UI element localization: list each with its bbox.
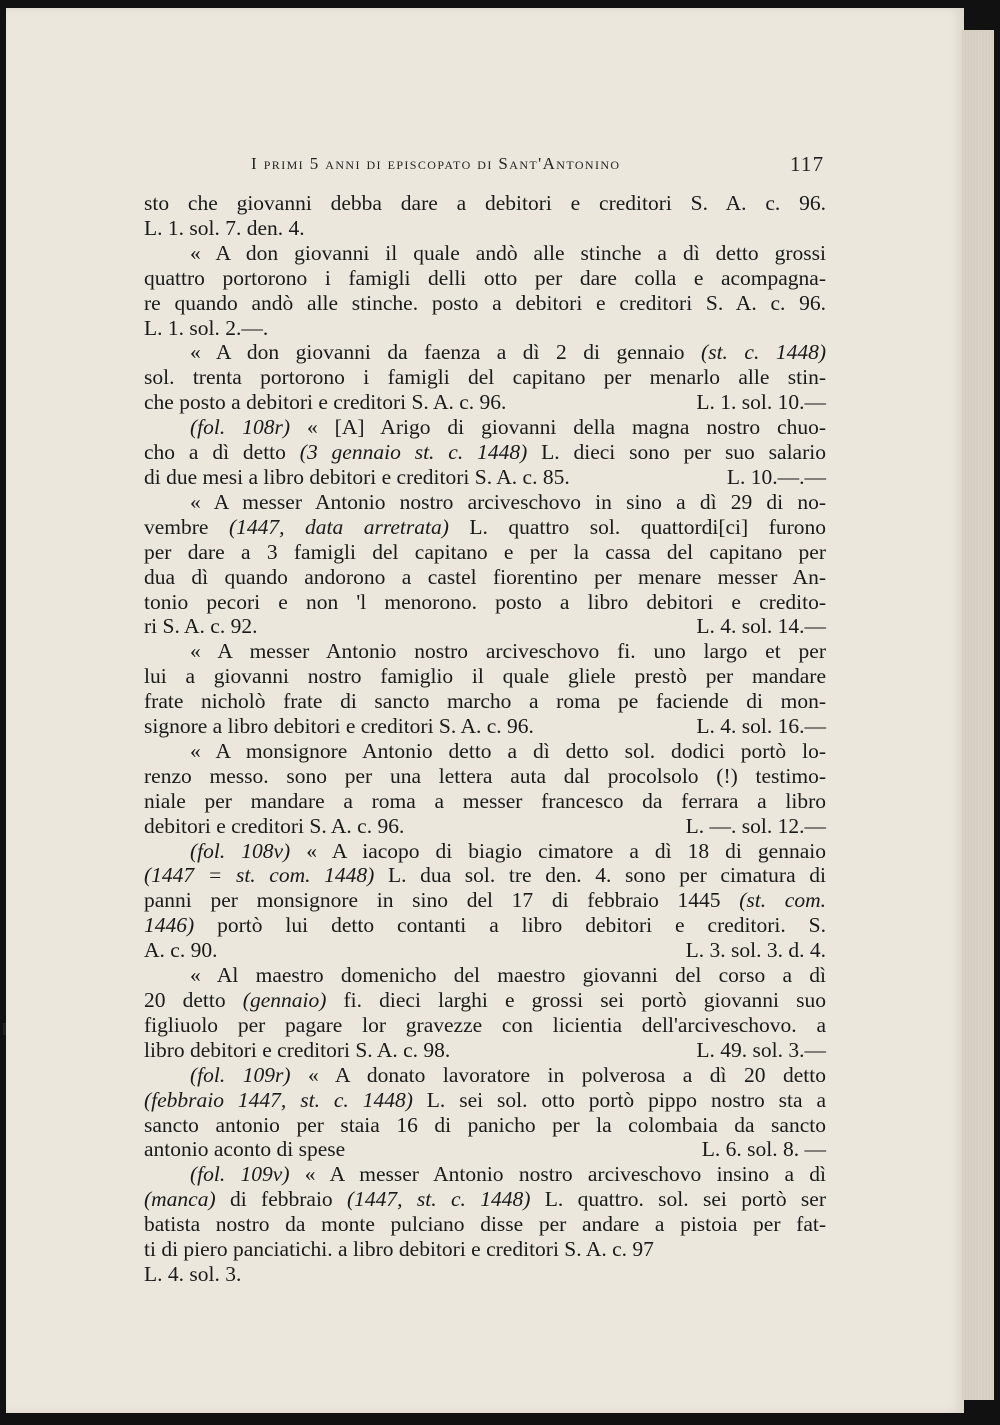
running-title: I primi 5 anni di episcopato di Sant'Antonino	[251, 154, 621, 173]
entry	[144, 241, 826, 341]
entry	[144, 963, 826, 1063]
amount: L. 3. sol. 3. d. 4.	[685, 938, 826, 963]
amount: L. 49. sol. 3.—	[696, 1037, 826, 1062]
text-line: (fol. 109v) « A messer Antonio nostro arciveschovo insino a dì	[190, 1162, 826, 1187]
folio-ref: (fol. 109v)	[190, 1162, 290, 1187]
text-line: che posto a debitori e creditori S. A. c. 96. L. 1. sol. 10.—	[144, 390, 826, 415]
date-note: 1446)	[144, 913, 195, 938]
text-line: di due mesi a libro debitori e creditori S. A. c. 85. L. 10.—.—	[144, 464, 826, 489]
text-line: (fol. 109r) « A donato lavoratore in polverosa a dì 20 detto	[190, 1062, 826, 1087]
date-note: (gennaio)	[242, 988, 327, 1012]
page-header	[6, 148, 964, 178]
text-line: cho a dì detto (3 gennaio st. c. 1448) L. dieci sono per suo salario	[144, 440, 826, 465]
text-line: A. c. 90. L. 3. sol. 3. d. 4.	[144, 938, 826, 963]
amount: L. 1. sol. 10.—	[696, 390, 826, 415]
text-line: per dare a 3 famigli del capitano e per la cassa del capitano per	[144, 539, 826, 564]
date-note: (1447, data arretrata)	[228, 514, 449, 539]
entry	[144, 1162, 826, 1287]
text-line: « A messer Antonio nostro arciveschovo in sino a dì 29 di no-	[190, 489, 826, 514]
entry	[144, 839, 826, 964]
text-line: dua dì quando andorono a castel fiorentino per menare messer An-	[144, 564, 826, 589]
text-line: re quando andò alle stinche. posto a debitori e creditori S. A. c. 96.	[144, 290, 826, 315]
text-line: niale per mandare a roma a messer francesco da ferrara a libro	[144, 788, 826, 813]
text-line: ti di piero panciatichi. a libro debitori e creditori S. A. c. 97	[144, 1237, 654, 1262]
text-line: (febbraio 1447, st. c. 1448) L. sei sol. otto portò pippo nostro sta a	[144, 1087, 826, 1112]
text-line: « A messer Antonio nostro arciveschovo fi. uno largo et per	[190, 639, 826, 664]
body-text	[144, 191, 826, 1287]
text-line: « A monsignore Antonio detto a dì detto sol. dodici portò lo-	[190, 738, 826, 763]
entry	[144, 490, 826, 639]
amount: L. 10.—.—	[726, 464, 826, 489]
text-line: « A don giovanni il quale andò alle stinche a dì detto grossi	[190, 240, 826, 265]
date-note: (1447 = st. com. 1448)	[144, 863, 375, 888]
folio-ref: (fol. 108r)	[190, 415, 290, 440]
text-line: batista nostro da monte pulciano disse per andare a pistoia per fat-	[144, 1212, 826, 1237]
date-note: (st. c. 1448)	[701, 340, 826, 365]
entry	[144, 739, 826, 839]
text-line: frate nicholò frate di sancto marcho a roma pe faciende di mon-	[144, 689, 826, 714]
amount: L. 4. sol. 16.—	[696, 714, 826, 739]
text-line: quattro portorono i famigli delli otto per dare colla e acompagna-	[144, 265, 826, 290]
date-note: (3 gennaio st. c. 1448)	[299, 440, 528, 465]
entry	[144, 191, 826, 241]
date-note: (1447, st. c. 1448)	[347, 1187, 531, 1212]
text-line: signore a libro debitori e creditori S. A. c. 96. L. 4. sol. 16.—	[144, 714, 826, 739]
margin-mark	[3, 1023, 6, 1035]
date-note: (st. com.	[739, 888, 826, 913]
text-line: debitori e creditori S. A. c. 96. L. —. sol. 12.—	[144, 813, 826, 838]
text-line: panni per monsignore in sino del 17 di febbraio 1445 (st. com.	[144, 888, 826, 913]
entry	[144, 639, 826, 739]
folio-ref: (fol. 109r)	[190, 1062, 291, 1087]
text-line: « Al maestro domenicho del maestro giovanni del corso a dì	[190, 963, 826, 988]
text-line: antonio aconto di spese L. 6. sol. 8. —	[144, 1137, 826, 1162]
entry	[144, 340, 826, 415]
text-line: lui a giovanni nostro famiglio il quale gliele prestò per mandare	[144, 664, 826, 689]
text-line: figliuolo per pagare lor gravezze con licientia dell'arciveschovo. a	[144, 1012, 826, 1037]
entry	[144, 1063, 826, 1163]
text-line: renzo messo. sono per una lettera auta dal procolsolo (!) testimo-	[144, 763, 826, 788]
entry	[144, 415, 826, 490]
amount: L. 1. sol. 7. den. 4.	[144, 215, 305, 240]
text-line: libro debitori e creditori S. A. c. 98. L. 49. sol. 3.—	[144, 1037, 826, 1062]
text-line: 20 detto (gennaio) fi. dieci larghi e grossi sei portò giovanni suo	[144, 988, 826, 1012]
text-line: 1446) portò lui detto contanti a libro debitori e creditori. S.	[144, 913, 826, 938]
text-line: sol. trenta portorono i famigli del capitano per menarlo alle stin-	[144, 365, 826, 390]
text-line: tonio pecori e non 'l menorono. posto a libro debitori e credito-	[144, 589, 826, 614]
text-line: vembre (1447, data arretrata) L. quattro sol. quattordi[ci] furono	[144, 514, 826, 539]
text-line: (fol. 108v) « A iacopo di biagio cimatore a dì 18 di gennaio	[190, 838, 826, 863]
amount: L. 4. sol. 14.—	[696, 614, 826, 639]
folio-ref: (fol. 108v)	[190, 838, 291, 863]
book-page	[6, 8, 964, 1413]
page-edge	[962, 30, 994, 1400]
text-line: (manca) di febbraio (1447, st. c. 1448) L. quattro. sol. sei portò ser	[144, 1187, 826, 1212]
amount: L. 4. sol. 3.	[144, 1261, 242, 1286]
amount: L. —. sol. 12.—	[685, 813, 826, 838]
text-line: (1447 = st. com. 1448) L. dua sol. tre den. 4. sono per cimatura di	[144, 863, 826, 888]
text-line: (fol. 108r) « [A] Arigo di giovanni della magna nostro chuo-	[190, 415, 827, 440]
text-line: sto che giovanni debba dare a debitori e creditori S. A. c. 96.	[144, 191, 826, 215]
amount: L. 1. sol. 2.—.	[144, 315, 269, 340]
text-line: sancto antonio per staia 16 di panicho per la colombaia da sancto	[144, 1112, 826, 1137]
amount: L. 6. sol. 8. —	[701, 1137, 826, 1162]
date-note: (manca)	[144, 1187, 216, 1212]
text-line: « A don giovanni da faenza a dì 2 di gennaio (st. c. 1448)	[190, 340, 826, 365]
page-number: 117	[790, 152, 825, 176]
date-note: (febbraio 1447, st. c. 1448)	[144, 1087, 413, 1112]
text-line: ri S. A. c. 92. L. 4. sol. 14.—	[144, 614, 826, 639]
